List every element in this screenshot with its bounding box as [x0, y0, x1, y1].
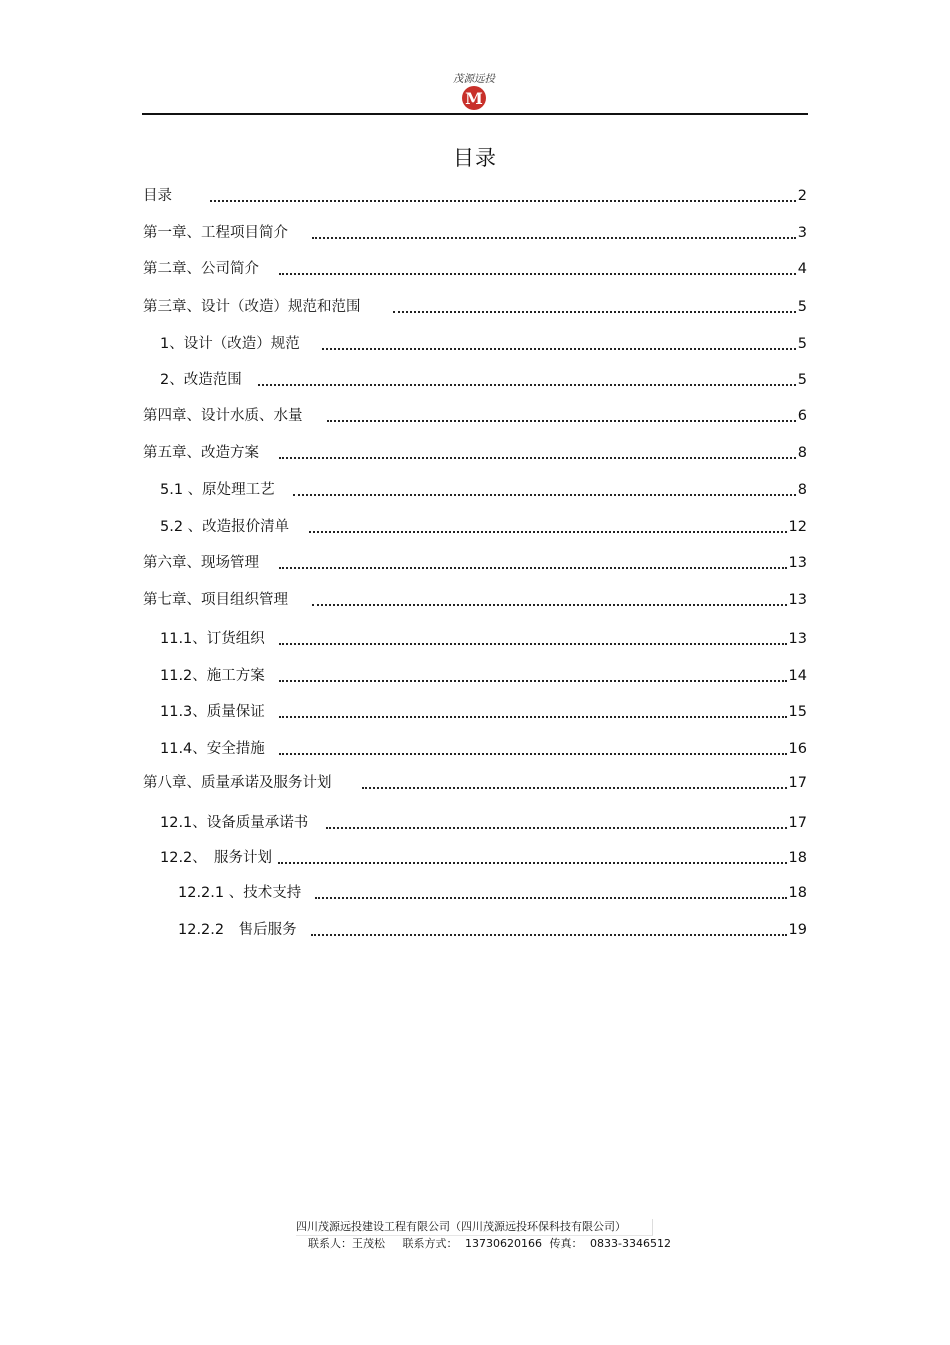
toc-entry-label: 12.2.1 、技术支持 — [178, 882, 303, 904]
toc-entry[interactable] — [143, 442, 807, 464]
toc-entry[interactable] — [143, 296, 807, 318]
toc-entry[interactable] — [143, 369, 807, 391]
toc-entry-label: 第八章、质量承诺及服务计划 — [143, 772, 334, 794]
toc-entry-label: 第一章、工程项目简介 — [143, 222, 290, 244]
toc-entry-page: 13 — [788, 552, 807, 574]
toc-entry-leader — [312, 604, 787, 606]
toc-entry[interactable] — [143, 665, 807, 687]
toc-entry-page: 16 — [788, 738, 807, 760]
toc-entry-page: 5 — [797, 296, 807, 318]
toc-entry[interactable] — [143, 185, 807, 207]
toc-entry-page: 6 — [797, 405, 807, 427]
toc-entry[interactable] — [143, 812, 807, 834]
toc-entry-leader — [279, 753, 787, 755]
toc-entry-leader — [312, 237, 796, 239]
toc-entry-page: 2 — [797, 185, 807, 207]
toc-entry-leader — [279, 680, 787, 682]
toc-entry-label: 第二章、公司简介 — [143, 258, 261, 280]
toc-entry[interactable] — [143, 552, 807, 574]
toc-entry-leader — [315, 897, 787, 899]
toc-entry-leader — [210, 200, 796, 202]
toc-title: 目录 — [453, 146, 497, 170]
toc-entry[interactable] — [143, 333, 807, 355]
toc-entry-page: 13 — [788, 628, 807, 650]
toc-entry-page: 18 — [788, 847, 807, 869]
footer-fax-label: 传真： — [549, 1237, 583, 1250]
toc-entry-page: 18 — [788, 882, 807, 904]
toc-entry-leader — [258, 384, 796, 386]
toc-entry[interactable] — [143, 701, 807, 723]
toc-entry[interactable] — [143, 919, 807, 941]
header-divider — [142, 113, 808, 115]
toc-entry-leader — [362, 787, 787, 789]
toc-entry[interactable] — [143, 258, 807, 280]
toc-entry-label: 11.3、质量保证 — [160, 701, 267, 723]
toc-entry-label: 11.4、安全措施 — [160, 738, 267, 760]
toc-entry-page: 4 — [797, 258, 807, 280]
footer-fax: 0833-3346512 — [589, 1237, 671, 1250]
toc-entry-label: 2、改造范围 — [160, 369, 244, 391]
toc-entry-label: 5.1 、原处理工艺 — [160, 479, 277, 501]
company-logo — [436, 66, 512, 112]
toc-entry-page: 5 — [797, 369, 807, 391]
toc-entry-page: 8 — [797, 442, 807, 464]
toc-entry[interactable] — [143, 222, 807, 244]
footer-contact-person: 联系人：王茂松 — [308, 1237, 385, 1250]
toc-entry-leader — [309, 531, 787, 533]
toc-entry-label: 12.2、 服务计划 — [160, 847, 274, 869]
toc-entry[interactable] — [143, 628, 807, 650]
toc-entry-label: 12.1、设备质量承诺书 — [160, 812, 310, 834]
toc-entry-leader — [278, 862, 787, 864]
toc-entry-leader — [279, 567, 787, 569]
toc-entry-page: 13 — [788, 589, 807, 611]
toc-entry[interactable] — [143, 772, 807, 794]
toc-entry-page: 17 — [788, 772, 807, 794]
toc-entry-page: 19 — [788, 919, 807, 941]
toc-entry[interactable] — [143, 405, 807, 427]
toc-entry-label: 第四章、设计水质、水量 — [143, 405, 305, 427]
toc-entry-leader — [279, 716, 787, 718]
toc-entry-page: 12 — [788, 516, 807, 538]
toc-entry-label: 12.2.2 售后服务 — [178, 919, 299, 941]
footer-phone: 13730620166 — [465, 1237, 542, 1250]
toc-entry[interactable] — [143, 589, 807, 611]
toc-entry-label: 11.1、订货组织 — [160, 628, 267, 650]
toc-entry-leader — [279, 643, 787, 645]
footer-contact-method: 联系方式： — [402, 1237, 458, 1250]
toc-entry-leader — [279, 457, 796, 459]
toc-entry-page: 5 — [797, 333, 807, 355]
toc-entry-leader — [311, 934, 787, 936]
toc-entry-label: 1、设计（改造）规范 — [160, 333, 302, 355]
toc-entry[interactable] — [143, 738, 807, 760]
logo-text: 茂源远投 — [453, 73, 495, 85]
toc-entry-page: 17 — [788, 812, 807, 834]
toc-entry-leader — [393, 311, 796, 313]
toc-entry-leader — [279, 273, 796, 275]
toc-entry-label: 目录 — [143, 185, 174, 207]
toc-entry[interactable] — [143, 516, 807, 538]
toc-entry-label: 第六章、现场管理 — [143, 552, 261, 574]
toc-entry[interactable] — [143, 847, 807, 869]
toc-entry-page: 14 — [788, 665, 807, 687]
toc-entry[interactable] — [143, 479, 807, 501]
footer-contact — [308, 1237, 685, 1251]
footer-company-name: 四川茂源远投建设工程有限公司（四川茂源远投环保科技有限公司） — [296, 1219, 653, 1236]
logo-mark: M — [465, 89, 483, 108]
toc-entry-leader — [326, 827, 787, 829]
toc-entry-label: 第三章、设计（改造）规范和范围 — [143, 296, 363, 318]
toc-entry[interactable] — [143, 882, 807, 904]
toc-entry-label: 5.2 、改造报价清单 — [160, 516, 291, 538]
toc-entry-leader — [293, 494, 796, 496]
toc-entry-page: 3 — [797, 222, 807, 244]
toc-entry-leader — [322, 348, 796, 350]
toc-entry-label: 11.2、施工方案 — [160, 665, 267, 687]
toc-entry-label: 第七章、项目组织管理 — [143, 589, 290, 611]
toc-entry-page: 15 — [788, 701, 807, 723]
toc-entry-page: 8 — [797, 479, 807, 501]
toc-entry-leader — [327, 420, 796, 422]
toc-entry-label: 第五章、改造方案 — [143, 442, 261, 464]
